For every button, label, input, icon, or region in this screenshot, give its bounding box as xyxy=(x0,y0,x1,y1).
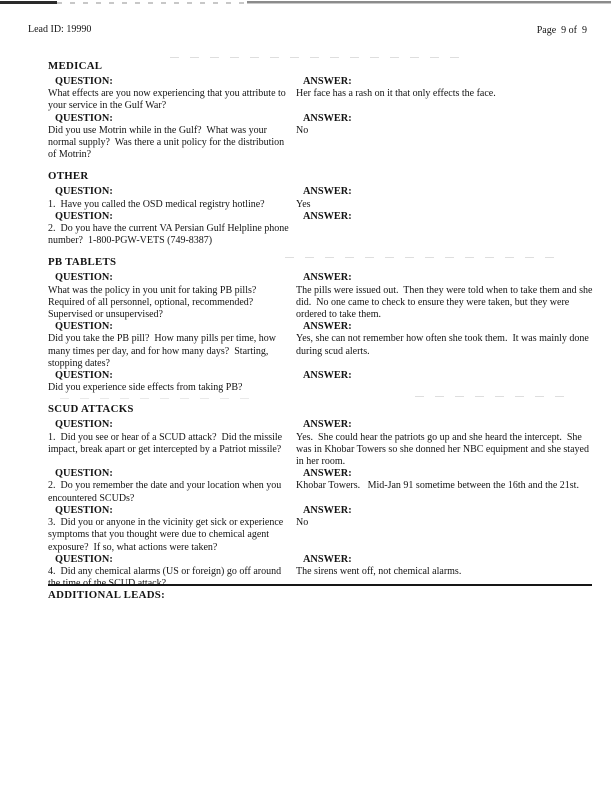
answer-text: The pills were issued out. Then they were told when to take them and she did. No one came to check to ensure they were taken, but they were ordered to take them. xyxy=(296,284,595,321)
section-medical xyxy=(48,60,593,161)
question-text: Did you experience side effects from taking PB? xyxy=(48,382,243,394)
answer-label: ANSWER: xyxy=(303,210,352,222)
qa-row xyxy=(48,419,593,468)
answer-label: ANSWER: xyxy=(303,321,352,333)
question-label: QUESTION: xyxy=(55,112,113,124)
answer-text: Khobar Towers. Mid-Jan 91 sometime between the 16th and the 21st. xyxy=(296,480,579,492)
section-other xyxy=(48,170,593,247)
question-label: QUESTION: xyxy=(55,419,113,431)
question-text: 1. Have you called the OSD medical registry hotline? xyxy=(48,198,265,210)
page-number-label: Page 9 of 9 xyxy=(536,25,587,36)
answer-label: ANSWER: xyxy=(303,76,352,87)
section-scud-attacks xyxy=(48,403,593,590)
additional-leads-label: ADDITIONAL LEADS: xyxy=(48,589,165,601)
answer-label: ANSWER: xyxy=(303,112,352,124)
question-label: QUESTION: xyxy=(55,272,113,284)
answer-text: Her face has a rash on it that only effects the face. xyxy=(296,88,496,100)
qa-row xyxy=(48,321,593,370)
question-text: Did you use Motrin while in the Gulf? What was your normal supply? Was there a unit policy for the distribution of Motrin? xyxy=(48,124,287,161)
lead-id-label: Lead ID: 19990 xyxy=(28,24,92,35)
question-text: Did you take the PB pill? How many pills per time, how many times per day, and for how many days? Starting, stopping dates? xyxy=(48,333,279,369)
scan-artifact-top-right xyxy=(247,1,611,4)
section-title: PB TABLETS xyxy=(48,256,117,269)
question-text: 2. Do you remember the date and your location when you encountered SCUDs? xyxy=(48,480,284,504)
answer-label: ANSWER: xyxy=(303,186,352,198)
section-pb-tablets xyxy=(48,256,593,394)
question-label: QUESTION: xyxy=(55,321,113,333)
answer-text: Yes. She could hear the patriots go up and she heard the intercept. She was in Khobar Towers so she donned her NBC equipment and she stayed in her room. xyxy=(296,431,592,468)
question-text: 3. Did you or anyone in the vicinity get sick or experience symptoms that you thought were due to chemical agent exposure? If so, what actions were taken? xyxy=(48,517,286,553)
document-body xyxy=(48,60,593,599)
answer-text: No xyxy=(296,124,309,136)
answer-label: ANSWER: xyxy=(303,272,352,284)
question-label: QUESTION: xyxy=(55,186,113,198)
qa-row xyxy=(48,211,593,248)
answer-text: Yes xyxy=(296,198,311,210)
question-label: QUESTION: xyxy=(55,370,113,382)
answer-label: ANSWER: xyxy=(303,553,352,565)
question-text: 1. Did you see or hear of a SCUD attack? Did the missile impact, break apart or get intercepted by a Patriot missile? xyxy=(48,431,285,455)
scan-artifact xyxy=(170,57,470,58)
section-title: OTHER xyxy=(48,170,89,183)
qa-row xyxy=(48,76,593,113)
question-text: What was the policy in you unit for taking PB pills? Required of all personnel, optional, recommended? Supervised or unsupervised? xyxy=(48,284,259,321)
answer-label: ANSWER: xyxy=(303,468,352,480)
qa-row xyxy=(48,113,593,162)
qa-row xyxy=(48,505,593,554)
section-title: SCUD ATTACKS xyxy=(48,403,134,416)
question-label: QUESTION: xyxy=(55,504,113,516)
question-label: QUESTION: xyxy=(55,210,113,222)
qa-row xyxy=(48,370,593,394)
answer-label: ANSWER: xyxy=(303,504,352,516)
answer-text: No xyxy=(296,517,309,529)
answer-label: ANSWER: xyxy=(303,419,352,431)
question-text: 2. Do you have the current VA Persian Gulf Helpline phone number? 1-800-PGW-VETS (749-8387) xyxy=(48,223,292,247)
question-label: QUESTION: xyxy=(55,468,113,480)
qa-row xyxy=(48,272,593,321)
answer-label: ANSWER: xyxy=(303,370,352,382)
question-text: What effects are you now experiencing that you attribute to your service in the Gulf War? xyxy=(48,88,289,112)
question-label: QUESTION: xyxy=(55,553,113,565)
answer-text: Yes, she can not remember how often she took them. It was mainly done during scud alerts. xyxy=(296,333,592,357)
answer-text: The sirens went off, not chemical alarms. xyxy=(296,565,462,577)
scan-artifact-top-left xyxy=(0,1,57,4)
additional-leads-section xyxy=(48,584,592,601)
question-text: 4. Did any chemical alarms (US or foreign) go off around the time of the SCUD attack? xyxy=(48,565,284,590)
question-label: QUESTION: xyxy=(55,76,113,87)
qa-row xyxy=(48,186,593,210)
qa-row xyxy=(48,468,593,505)
scan-artifact-top-middle xyxy=(57,2,247,4)
section-title: MEDICAL xyxy=(48,60,103,72)
